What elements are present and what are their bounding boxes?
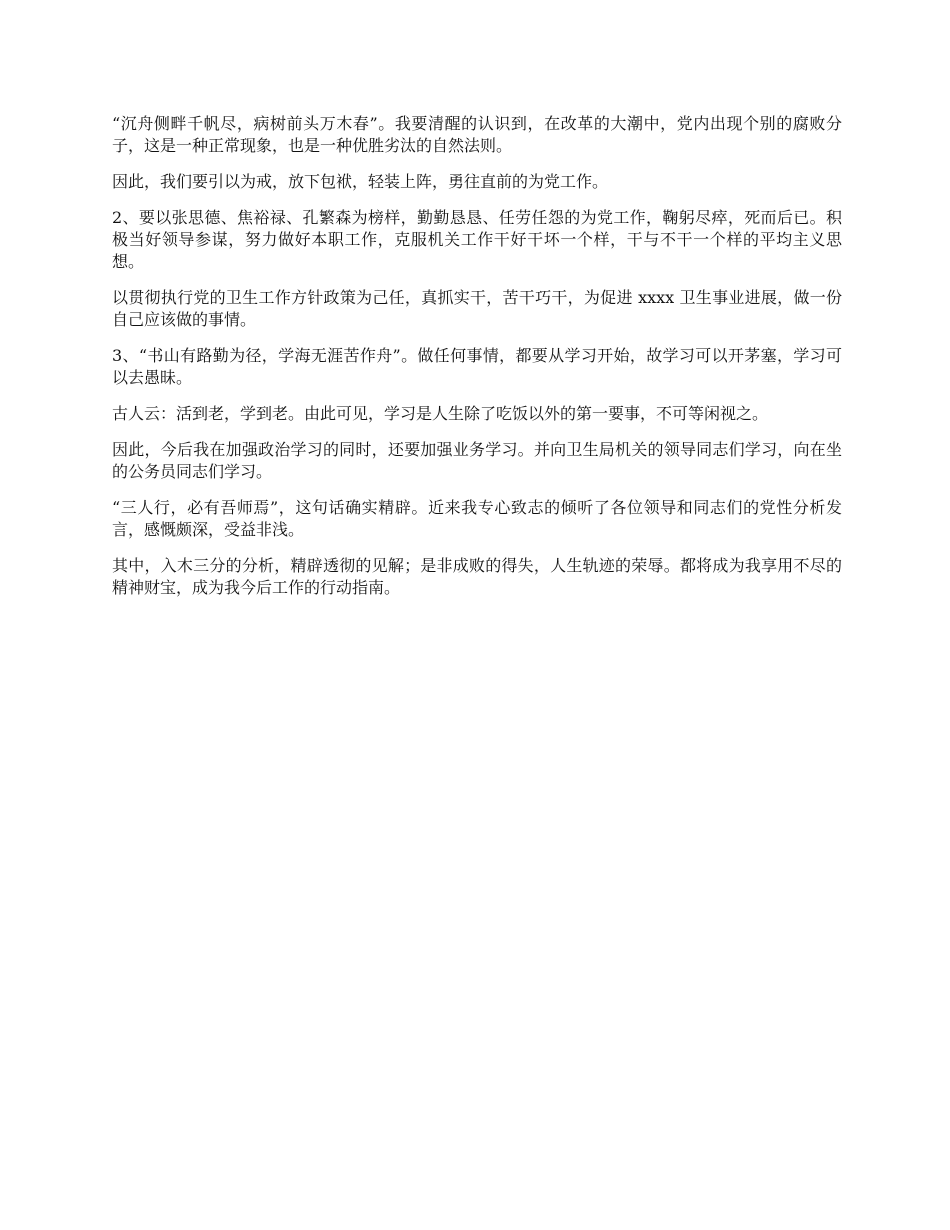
paragraph: 以贯彻执行党的卫生工作方针政策为己任，真抓实干，苦干巧干，为促进 xxxx 卫生事业进展，做一份自己应该做的事情。 — [112, 288, 842, 329]
paragraph: 因此，今后我在加强政治学习的同时，还要加强业务学习。并向卫生局机关的领导同志们学习，向在坐的公务员同志们学习。 — [112, 440, 842, 481]
paragraph: “三人行，必有吾师焉”，这句话确实精辟。近来我专心致志的倾听了各位领导和同志们的党性分析发言，感慨颇深，受益非浅。 — [112, 498, 842, 539]
paragraph: 古人云：活到老，学到老。由此可见，学习是人生除了吃饭以外的第一要事，不可等闲视之。 — [112, 404, 769, 423]
paragraph: 其中，入木三分的分析，精辟透彻的见解；是非成败的得失，人生轨迹的荣辱。都将成为我享用不尽的精神财宝，成为我今后工作的行动指南。 — [112, 556, 842, 597]
document-body — [112, 113, 842, 613]
paragraph: “沉舟侧畔千帆尽，病树前头万木春”。我要清醒的认识到，在改革的大潮中，党内出现个别的腐败分子，这是一种正常现象，也是一种优胜劣汰的自然法则。 — [112, 114, 842, 155]
paragraph: 3、“书山有路勤为径，学海无涯苦作舟”。做任何事情，都要从学习开始，故学习可以开茅塞，学习可以去愚昧。 — [112, 346, 842, 387]
paragraph: 2、要以张思德、焦裕禄、孔繁森为榜样，勤勤恳恳、任劳任怨的为党工作，鞠躬尽瘁，死而后已。积极当好领导参谋，努力做好本职工作，克服机关工作干好干坏一个样，干与不干一个样的平均主义思想。 — [112, 208, 842, 271]
paragraph: 因此，我们要引以为戒，放下包袱，轻装上阵，勇往直前的为党工作。 — [112, 172, 609, 191]
